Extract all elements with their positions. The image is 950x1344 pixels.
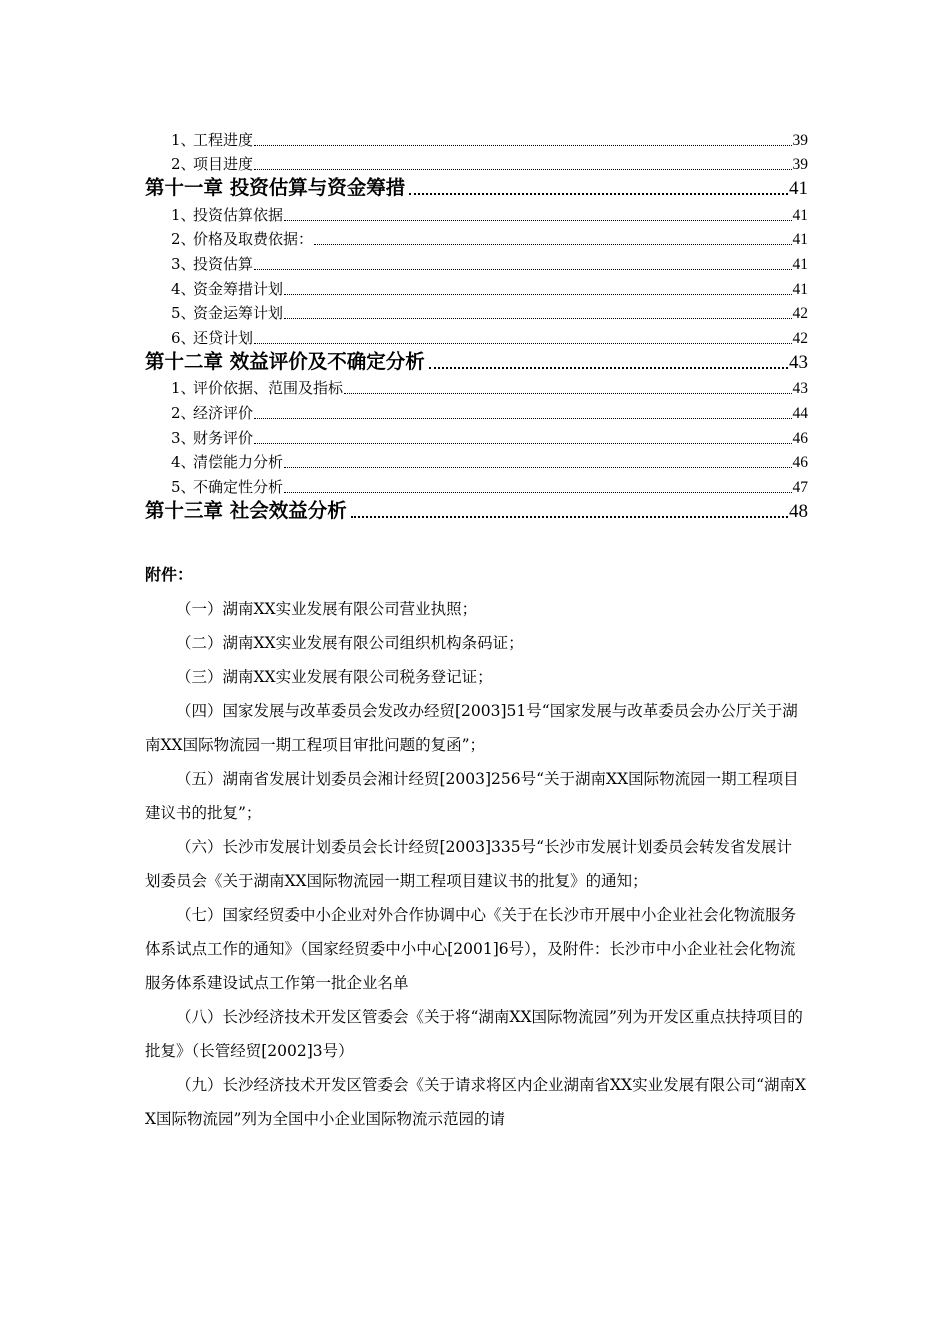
toc-dot-leader bbox=[284, 317, 791, 319]
attachment-item: （三）湖南XX实业发展有限公司税务登记证； bbox=[176, 668, 493, 686]
toc-entry-title: 资金筹措计划 bbox=[193, 279, 284, 298]
toc-dot-leader bbox=[254, 417, 791, 419]
toc-section-entry[interactable] bbox=[145, 472, 808, 497]
toc-dot-leader bbox=[284, 491, 791, 493]
toc-entry-number: 1、 bbox=[171, 379, 196, 398]
toc-chapter-entry[interactable] bbox=[145, 497, 808, 523]
toc-page-number: 44 bbox=[792, 404, 808, 422]
toc-dot-leader bbox=[254, 342, 791, 344]
attachment-item: （六）长沙市发展计划委员会长计经贸[2003]335号“长沙市发展计划委员会转发省发展计划委员会《关于湖南XX国际物流园一期工程项目建议书的批复》的通知； bbox=[145, 838, 793, 890]
toc-page-number: 43 bbox=[789, 351, 808, 373]
attachment-item: （七）国家经贸委中小企业对外合作协调中心《关于在长沙市开展中小企业社会化物流服务体系试点工作的通知》（国家经贸委中小中心[2001]6号），及附件：长沙市中小企业社会化物流服务体系建设试点工作第一批企业名单 bbox=[145, 906, 797, 992]
attachment-item: （五）湖南省发展计划委员会湘计经贸[2003]256号“关于湖南XX国际物流园一期工程项目建议书的批复”； bbox=[145, 770, 799, 822]
attachment-item: （九）长沙经济技术开发区管委会《关于请求将区内企业湖南省XX实业发展有限公司“湖南XX国际物流园”列为全国中小企业国际物流示范园的请 bbox=[145, 1076, 807, 1128]
toc-page-number: 47 bbox=[792, 478, 808, 496]
toc-entry-title: 价格及取费依据： bbox=[193, 230, 314, 249]
toc-entry-number: 1、 bbox=[171, 205, 196, 224]
toc-section-entry[interactable] bbox=[145, 398, 808, 423]
toc-page-number: 48 bbox=[789, 500, 808, 522]
toc-entry-title: 还贷计划 bbox=[193, 328, 254, 347]
toc-page-number: 41 bbox=[792, 255, 808, 273]
toc-section-entry[interactable] bbox=[145, 150, 808, 175]
toc-entry-number: 2、 bbox=[171, 230, 196, 249]
toc-entry-title: 工程进度 bbox=[193, 130, 254, 149]
toc-dot-leader bbox=[254, 442, 791, 444]
toc-section-entry[interactable] bbox=[145, 423, 808, 448]
toc-section-entry[interactable] bbox=[145, 299, 808, 324]
toc-page-number: 41 bbox=[792, 231, 808, 249]
toc-chapter-entry[interactable] bbox=[145, 174, 808, 200]
attachment-item: （一）湖南XX实业发展有限公司营业执照； bbox=[176, 600, 478, 618]
toc-entry-title: 资金运筹计划 bbox=[193, 304, 284, 323]
toc-dot-leader bbox=[409, 192, 788, 195]
toc-section-entry[interactable] bbox=[145, 225, 808, 250]
toc-dot-leader bbox=[254, 268, 791, 270]
toc-entry-title: 不确定性分析 bbox=[193, 477, 284, 496]
toc-entry-number: 4、 bbox=[171, 279, 196, 298]
toc-entry-number: 2、 bbox=[171, 155, 196, 174]
toc-section-entry[interactable] bbox=[145, 374, 808, 399]
toc-entry-number: 5、 bbox=[171, 304, 196, 323]
toc-entry-title: 第十二章 效益评价及不确定分析 bbox=[145, 349, 425, 373]
toc-section-entry[interactable] bbox=[145, 448, 808, 473]
toc-dot-leader bbox=[254, 144, 791, 146]
toc-entry-title: 清偿能力分析 bbox=[193, 453, 284, 472]
toc-entry-number: 2、 bbox=[171, 403, 196, 422]
toc-dot-leader bbox=[344, 392, 791, 394]
toc-entry-number: 3、 bbox=[171, 254, 196, 273]
toc-section-entry[interactable] bbox=[145, 323, 808, 348]
toc-dot-leader bbox=[351, 515, 788, 518]
toc-section-entry[interactable] bbox=[145, 249, 808, 274]
toc-entry-title: 投资估算 bbox=[193, 254, 254, 273]
toc-page-number: 42 bbox=[792, 305, 808, 323]
attachment-item: （八）长沙经济技术开发区管委会《关于将“湖南XX国际物流园”列为开发区重点扶持项目的批复》（长管经贸[2002]3号） bbox=[145, 1008, 803, 1060]
attachment-item: （四）国家发展与改革委员会发改办经贸[2003]51号“国家发展与改革委员会办公厅关于湖南XX国际物流园一期工程项目审批问题的复函”； bbox=[145, 702, 798, 754]
toc-entry-number: 3、 bbox=[171, 428, 196, 447]
toc-page-number: 39 bbox=[792, 156, 808, 174]
toc-entry-title: 财务评价 bbox=[193, 428, 254, 447]
toc-entry-number: 5、 bbox=[171, 477, 196, 496]
toc-dot-leader bbox=[284, 219, 791, 221]
toc-page-number: 46 bbox=[792, 429, 808, 447]
toc-dot-leader bbox=[314, 243, 791, 245]
toc-section-entry[interactable] bbox=[145, 274, 808, 299]
attachment-item: （二）湖南XX实业发展有限公司组织机构条码证； bbox=[176, 634, 524, 652]
toc-entry-title: 评价依据、范围及指标 bbox=[193, 379, 344, 398]
toc-page-number: 46 bbox=[792, 454, 808, 472]
toc-entry-number: 6、 bbox=[171, 328, 196, 347]
toc-entry-title: 经济评价 bbox=[193, 403, 254, 422]
toc-page-number: 41 bbox=[789, 178, 808, 200]
toc-page-number: 41 bbox=[792, 280, 808, 298]
attachments-heading: 附件： bbox=[145, 565, 194, 584]
table-of-contents bbox=[145, 125, 808, 523]
toc-entry-title: 投资估算依据 bbox=[193, 205, 284, 224]
toc-page-number: 41 bbox=[792, 206, 808, 224]
toc-page-number: 43 bbox=[792, 380, 808, 398]
toc-section-entry[interactable] bbox=[145, 125, 808, 150]
toc-entry-number: 1、 bbox=[171, 130, 196, 149]
toc-dot-leader bbox=[429, 366, 788, 369]
toc-entry-title: 第十三章 社会效益分析 bbox=[145, 498, 347, 522]
toc-entry-number: 4、 bbox=[171, 453, 196, 472]
toc-dot-leader bbox=[284, 466, 791, 468]
toc-dot-leader bbox=[254, 168, 791, 170]
attachments-list bbox=[145, 592, 807, 1136]
toc-section-entry[interactable] bbox=[145, 200, 808, 225]
toc-page-number: 42 bbox=[792, 329, 808, 347]
toc-entry-title: 第十一章 投资估算与资金筹措 bbox=[145, 176, 406, 200]
toc-chapter-entry[interactable] bbox=[145, 348, 808, 374]
toc-page-number: 39 bbox=[792, 131, 808, 149]
toc-entry-title: 项目进度 bbox=[193, 155, 254, 174]
toc-dot-leader bbox=[284, 293, 791, 295]
